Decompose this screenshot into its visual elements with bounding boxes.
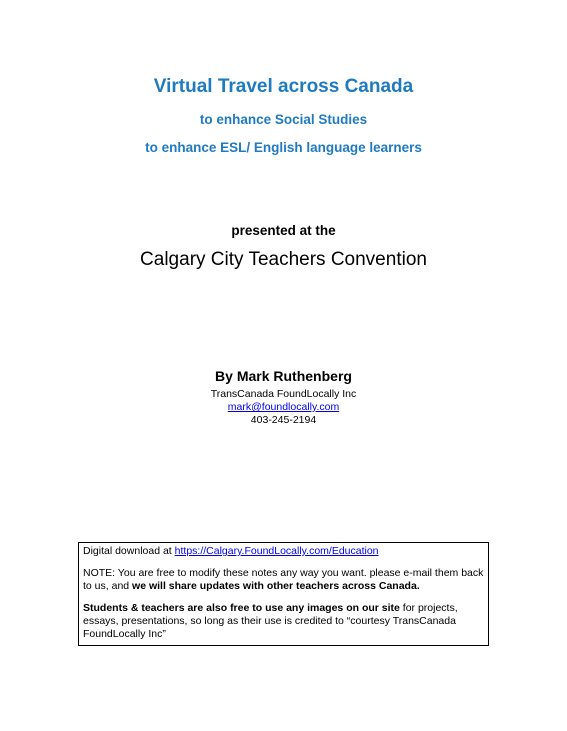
download-link[interactable]: https://Calgary.FoundLocally.com/Education [174, 545, 379, 557]
author-email [0, 401, 567, 413]
note-bold-text: we will share updates with other teachers across Canada. [132, 580, 420, 592]
notice-box [78, 542, 489, 646]
presented-at-label: presented at the [231, 223, 336, 238]
students-bold-text-1: Students & teachers are also [83, 602, 231, 614]
email-link[interactable]: mark@foundlocally.com [227, 401, 340, 413]
document-title: Virtual Travel across Canada [153, 76, 414, 97]
subtitle-social-studies: to enhance Social Studies [199, 112, 368, 127]
note-text: NOTE: You are free to modify these notes any way you want. please e-mail them back to us, and [83, 567, 484, 592]
students-paragraph [83, 602, 484, 641]
subtitle-esl: to enhance ESL/ English language learners [145, 140, 422, 155]
convention-name: Calgary City Teachers Convention [140, 249, 427, 270]
note-paragraph [83, 567, 484, 593]
download-line [83, 545, 484, 558]
students-bold-text-2: free to use any images on our site [230, 602, 400, 614]
author-phone: 403-245-2194 [250, 414, 317, 426]
download-prefix: Digital download at [83, 545, 175, 557]
author-byline: By Mark Ruthenberg [215, 368, 352, 384]
students-text: for projects, essays, presentations, so long as their use is credited to “courtesy TransCanada FoundLocally Inc” [83, 602, 458, 640]
author-organization: TransCanada FoundLocally Inc [210, 388, 357, 400]
